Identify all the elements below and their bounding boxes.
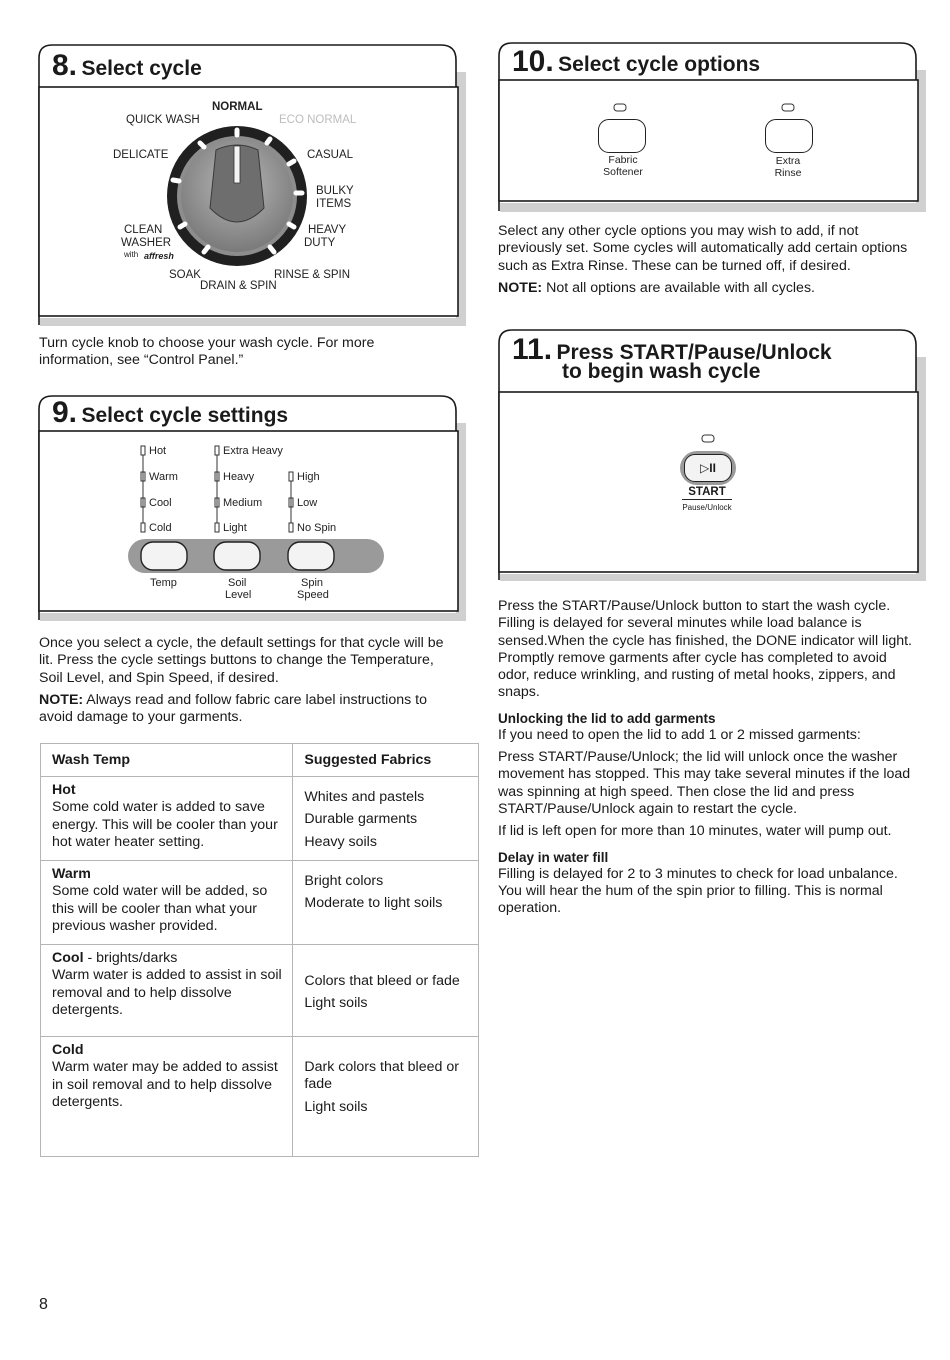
spin-button-label-2: Speed	[297, 589, 329, 601]
dial-label-heavy: HEAVY	[308, 224, 347, 236]
table-row	[41, 861, 479, 945]
table-cell-temp	[41, 945, 293, 1037]
step-11-text	[498, 598, 918, 922]
dial-label-rinse-spin: RINSE & SPIN	[274, 269, 351, 281]
table-header-wash-temp: Wash Temp	[41, 744, 293, 777]
page-number: 8	[39, 1296, 48, 1313]
soil-option-heavy: Heavy	[223, 471, 255, 483]
fabric-softener-label-2: Softener	[603, 166, 643, 178]
step-11-title-line-1: Press START/Pause/Unlock	[556, 341, 832, 364]
options-buttons	[496, 80, 916, 200]
dial-label-clean: CLEAN	[124, 224, 163, 236]
unlock-paragraph-1: If you need to open the lid to add 1 or 2 missed garments:	[498, 726, 861, 743]
soil-option-extra-heavy: Extra Heavy	[223, 445, 283, 457]
step-11-body: Press the START/Pause/Unlock button to start the wash cycle. Filling is delayed for several minutes while load balance is sensed.When the cycle has finished, the DONE indicator will light. Promptly remove garments after cycle has completed to avoid odor, reduce wrinkling, and rusting of metal hooks, zippers, and snaps.	[498, 598, 913, 701]
note-label: NOTE:	[39, 691, 84, 708]
step-9-heading	[52, 396, 288, 430]
spin-option-high: High	[297, 471, 320, 483]
temp-name-line	[52, 950, 177, 966]
dial-label-with: with	[124, 250, 139, 259]
fabric-item: Heavy soils	[304, 833, 377, 850]
affresh-logo: affresh	[144, 251, 174, 261]
dial-label-items: ITEMS	[316, 198, 352, 210]
spin-option-no-spin: No Spin	[297, 522, 337, 534]
fabric-item: Light soils	[304, 995, 368, 1012]
step-8-number: 8.	[52, 49, 78, 82]
pause-unlock-label: Pause/Unlock	[682, 503, 732, 512]
soil-button-label-2: Level	[225, 589, 252, 601]
spin-button-label-1: Spin	[301, 577, 324, 589]
soil-button-label-1: Soil	[228, 577, 247, 589]
fabric-item: Dark colors that bleed or fade	[304, 1059, 459, 1093]
step-8-text: Turn cycle knob to choose your wash cycle. For more information, see “Control Panel.”	[39, 335, 375, 369]
temp-description: Some cold water is added to save energy. This will be cooler than your hot water heater setting.	[52, 799, 278, 850]
note-text: Not all options are available with all cycles.	[542, 279, 815, 296]
dial-label-eco-normal: ECO NORMAL	[279, 114, 357, 126]
start-pause-unlock-button[interactable]	[684, 454, 732, 482]
temp-description: Warm water is added to assist in soil removal and to help dissolve detergents.	[52, 967, 282, 1018]
step-10-heading	[512, 45, 760, 79]
unlock-heading: Unlocking the lid to add garments	[498, 710, 716, 726]
step-8-title: Select cycle	[81, 57, 202, 80]
step-10-panel	[496, 40, 928, 214]
step-9-panel	[36, 393, 468, 623]
temp-name: Hot	[52, 782, 76, 798]
table-row	[41, 1037, 479, 1157]
extra-rinse-button[interactable]	[765, 119, 813, 153]
delay-heading: Delay in water fill	[498, 849, 609, 865]
table-cell-temp	[41, 1037, 293, 1157]
dial-label-delicate: DELICATE	[113, 149, 169, 161]
step-8-heading	[52, 49, 202, 83]
soil-option-light: Light	[223, 522, 247, 534]
fabric-item: Bright colors	[304, 873, 384, 889]
dial-label-quick-wash: QUICK WASH	[126, 114, 200, 126]
fabric-softener-label-1: Fabric	[608, 154, 638, 166]
table-row	[41, 777, 479, 861]
spin-option-low: Low	[297, 497, 318, 509]
fabric-item: Whites and pastels	[304, 789, 425, 805]
step-10-body: Select any other cycle options you may wish to add, if not previously set. Some cycles will automatically add certain options such as Extra Rinse. These can be turned off, if desired.	[498, 223, 908, 274]
step-10-title: Select cycle options	[558, 53, 761, 76]
dial-label-normal: NORMAL	[212, 101, 263, 113]
temp-name: Cool	[52, 950, 84, 966]
unlock-paragraph-2: Press START/Pause/Unlock; the lid will unlock once the washer movement has stopped. This may take several minutes if the load was spinning at high speed. Then close the lid and press START/Pause/Unlock again to restart the cycle.	[498, 749, 911, 817]
step-9-number: 9.	[52, 396, 78, 429]
step-9-note	[39, 692, 449, 727]
step-10-number: 10.	[512, 45, 554, 78]
fabric-softener-button[interactable]	[598, 119, 646, 153]
table-header-row	[41, 744, 479, 777]
table-cell-fabrics	[293, 945, 479, 1037]
dial-label-soak: SOAK	[169, 269, 201, 281]
table-header-suggested-fabrics: Suggested Fabrics	[293, 744, 479, 777]
fabric-item: Colors that bleed or fade	[304, 973, 460, 989]
dial-label-bulky: BULKY	[316, 185, 354, 197]
temp-option-cool: Cool	[149, 497, 172, 509]
temp-description: Warm water may be added to assist in soil removal and to help dissolve detergents.	[52, 1059, 278, 1110]
step-11-title-line-2: to begin wash cycle	[562, 360, 761, 383]
extra-rinse-label-1: Extra	[775, 155, 801, 167]
temp-name: Cold	[52, 1042, 84, 1058]
step-9-title: Select cycle settings	[81, 404, 289, 427]
wash-temp-table	[40, 743, 479, 1157]
table-cell-fabrics	[293, 777, 479, 861]
temp-name: Warm	[52, 866, 91, 882]
temp-option-hot: Hot	[149, 445, 167, 457]
dial-label-casual: CASUAL	[307, 149, 354, 161]
table-cell-fabrics	[293, 861, 479, 945]
temp-option-warm: Warm	[149, 471, 178, 483]
table-cell-temp	[41, 861, 293, 945]
step-11-panel	[496, 327, 928, 583]
table-cell-fabrics	[293, 1037, 479, 1157]
start-indicator	[496, 392, 916, 572]
fabric-item: Moderate to light soils	[304, 895, 443, 912]
temp-option-cold: Cold	[149, 522, 172, 534]
step-11-number: 11.	[512, 333, 553, 366]
step-8-panel	[36, 42, 468, 328]
extra-rinse-label-2: Rinse	[774, 167, 802, 179]
unlock-paragraph-3: If lid is left open for more than 10 minutes, water will pump out.	[498, 823, 892, 840]
dial-label-duty: DUTY	[304, 237, 336, 249]
fabric-item: Light soils	[304, 1098, 368, 1115]
temp-button-label: Temp	[150, 577, 177, 589]
dial-label-drain-spin: DRAIN & SPIN	[200, 280, 277, 292]
fabric-item: Durable garments	[304, 811, 418, 828]
soil-option-medium: Medium	[223, 497, 263, 509]
dial-label-washer: WASHER	[121, 237, 172, 249]
play-pause-icon: ▷II	[700, 461, 716, 475]
note-text: Always read and follow fabric care label instructions to avoid damage to your garments.	[39, 691, 427, 726]
step-11-title-line-2-wrap	[562, 360, 760, 384]
note-label: NOTE:	[498, 279, 543, 296]
table-row	[41, 945, 479, 1037]
step-10-note	[498, 280, 908, 297]
temp-name-suffix: - brights/darks	[83, 950, 178, 966]
step-9-body: Once you select a cycle, the default settings for that cycle will be lit. Press the cycle settings buttons to change the Temperature, Soil Level, and Spin Speed, if desired.	[39, 635, 444, 686]
temp-description: Some cold water will be added, so this will be cooler than what your previous washer provided.	[52, 883, 268, 934]
table-cell-temp	[41, 777, 293, 861]
step-9-text	[39, 635, 449, 731]
start-label: START	[682, 485, 732, 500]
delay-paragraph: Filling is delayed for 2 to 3 minutes to check for load unbalance. You will hear the hum of the spin prior to filling. This is normal operation.	[498, 865, 898, 917]
step-10-text	[498, 223, 908, 302]
